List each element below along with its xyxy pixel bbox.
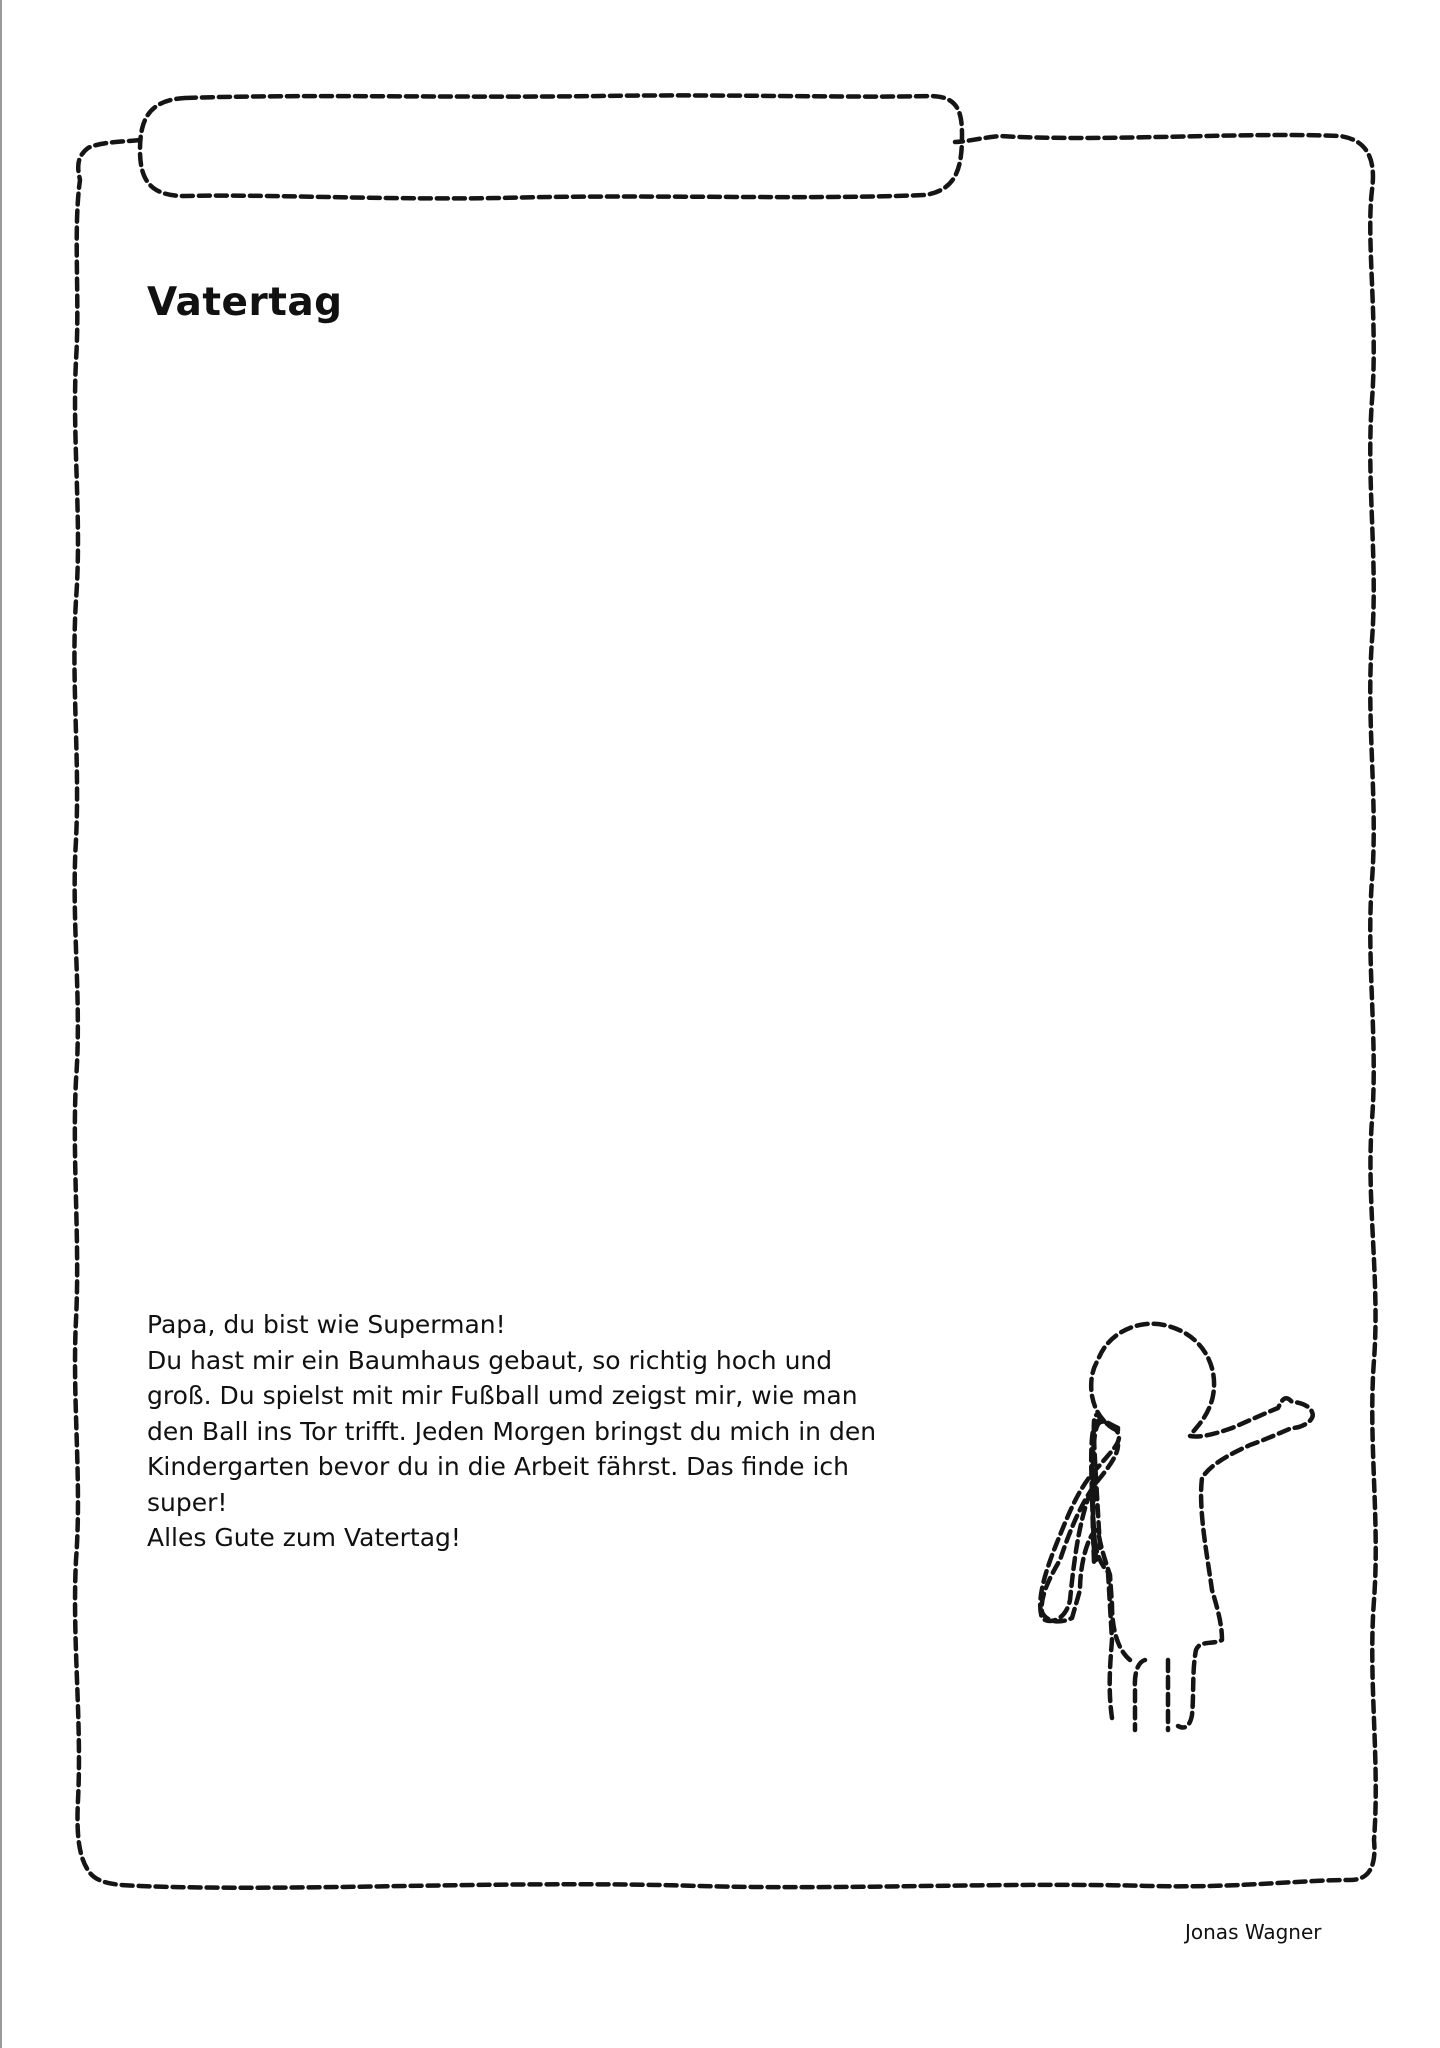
letter-line: den Ball ins Tor trifft. Jeden Morgen bringst du mich in den <box>147 1416 877 1446</box>
letter-line: Du hast mir ein Baumhaus gebaut, so richtig hoch und <box>147 1345 833 1375</box>
letter-line: Papa, du bist wie Superman! <box>147 1310 506 1339</box>
letter-line: Alles Gute zum Vatertag! <box>147 1523 461 1552</box>
child-body-outline <box>1042 1324 1313 1730</box>
letter-text <box>147 1307 967 1556</box>
letter-line: super! <box>147 1487 228 1517</box>
author-name: Jonas Wagner <box>1185 1920 1322 1944</box>
letter-line: Kindergarten bevor du in die Arbeit fährst. Das finde ich <box>147 1452 849 1481</box>
letter-line: groß. Du spielst mit mir Fußball umd zeigst mir, wie man <box>147 1381 858 1410</box>
page-title: Vatertag <box>147 280 343 325</box>
